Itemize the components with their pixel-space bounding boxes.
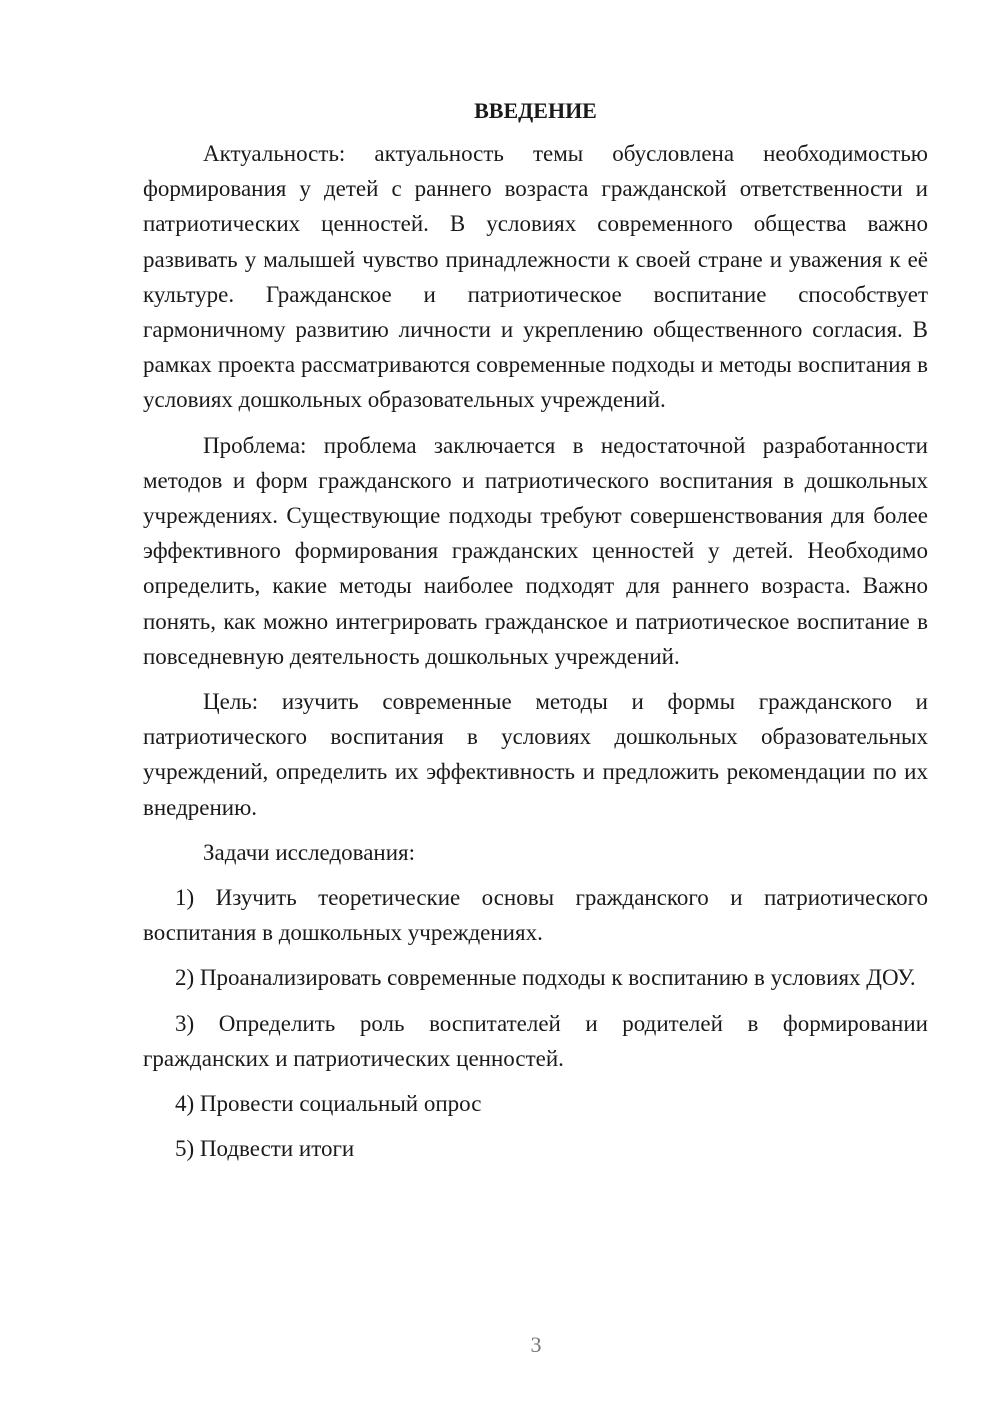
problem-paragraph: Проблема: проблема заключается в недостаточной разработанности методов и форм гражданского и патриотического воспитания в дошкольных учреждениях. Существующие подходы требуют совершенствования для более эффективного формирования гражданских ценностей у детей. Необходимо определить, какие методы наиболее подходят для раннего возраста. Важно понять, как можно интегрировать гражданское и патриотическое воспитание в повседневную деятельность дошкольных учреждений. xyxy=(143,432,928,669)
section-heading: ВВЕДЕНИЕ xyxy=(474,98,597,123)
relevance-paragraph: Актуальность: актуальность темы обусловлена необходимостью формирования у детей с раннего возраста гражданской ответственности и патриотических ценностей. В условиях современного общества важно развивать у малышей чувство принадлежности к своей стране и уважения к её культуре. Гражданское и патриотическое воспитание способствует гармоничному развитию личности и укреплению общественного согласия. В рамках проекта рассматриваются современные подходы и методы воспитания в условиях дошкольных образовательных учреждений. xyxy=(143,141,928,413)
page-content xyxy=(143,96,928,1176)
task-item-1: 1) Изучить теоретические основы гражданского и патриотического воспитания в дошкольных учреждениях. xyxy=(143,885,928,946)
task-item-5: 5) Подвести итоги xyxy=(175,1136,355,1162)
task-item-3: 3) Определить роль воспитателей и родителей в формировании гражданских и патриотических ценностей. xyxy=(143,1010,928,1071)
page-number: 3 xyxy=(530,1332,542,1357)
task-item-2: 2) Проанализировать современные подходы к воспитанию в условиях ДОУ. xyxy=(175,965,916,991)
tasks-intro: Задачи исследования: xyxy=(203,839,416,865)
task-item-4: 4) Провести социальный опрос xyxy=(175,1091,482,1117)
goal-paragraph: Цель: изучить современные методы и формы гражданского и патриотического воспитания в условиях дошкольных образовательных учреждений, определить их эффективность и предложить рекомендации по их внедрению. xyxy=(143,689,928,820)
